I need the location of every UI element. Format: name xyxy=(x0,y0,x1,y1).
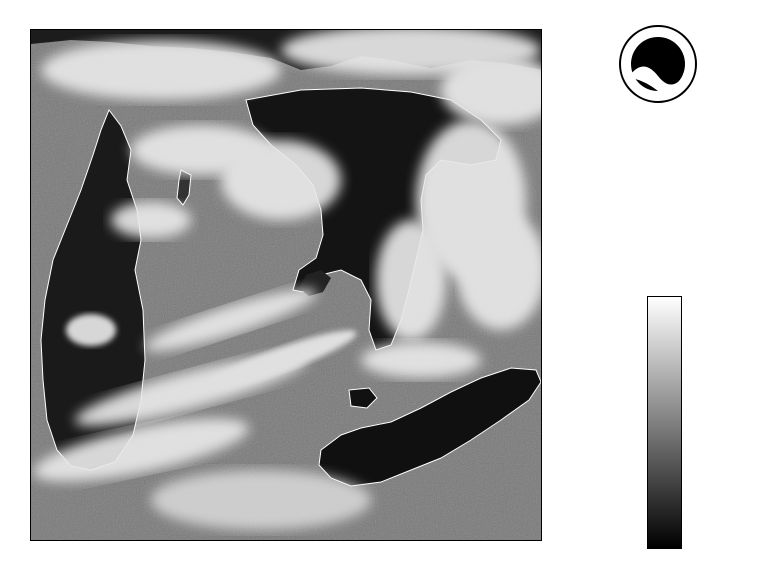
info-panel xyxy=(560,112,770,128)
colorbar xyxy=(647,296,682,549)
datetime-row xyxy=(560,113,770,128)
satellite-image xyxy=(31,30,542,541)
satellite-map[interactable] xyxy=(30,29,542,541)
noaa-logo xyxy=(618,18,698,110)
